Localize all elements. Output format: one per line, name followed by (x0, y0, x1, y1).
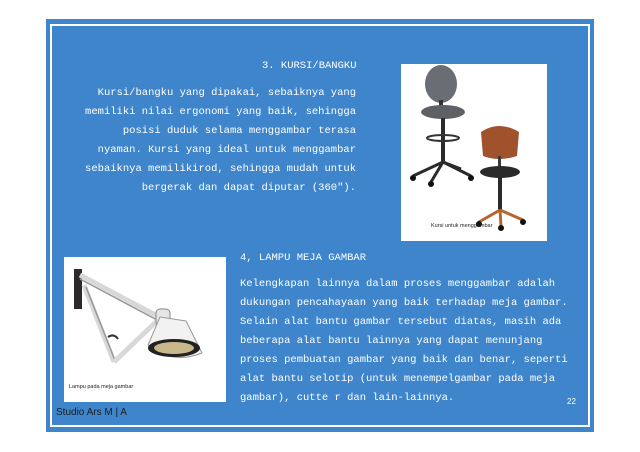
paragraph-line: bergerak dan dapat diputar (360"). (141, 182, 356, 194)
paragraph-line: Kursi/bangku yang dipakai, sebaiknya yang (97, 87, 356, 99)
paragraph-line: dukungan pencahayaan yang baik terhadap meja gambar. (240, 297, 568, 309)
paragraph-line: alat bantu selotip (untuk menempelgambar pada meja (240, 373, 556, 385)
paragraph-line: gambar), cutte r dan lain-lainnya. (240, 392, 455, 404)
lamp-illustration (64, 257, 226, 402)
slide (46, 19, 594, 432)
footer-brand: Studio Ars M | A (56, 407, 127, 418)
lamp-caption: Lampu pada meja gambar (69, 384, 134, 390)
paragraph-line: sebaiknya memilikirod, sehingga mudah untuk (85, 163, 356, 175)
paragraph-lampu (240, 275, 568, 408)
lamp-photo (64, 257, 226, 402)
paragraph-line: posisi duduk selama menggambar terasa (122, 125, 356, 137)
chair-caption: Kursi untuk menggambar (431, 223, 493, 229)
section-heading-kursi: 3. KURSI/BANGKU (262, 60, 357, 72)
paragraph-line: beberapa alat bantu lainnya yang dapat menunjang (240, 335, 543, 347)
paragraph-line: Selain alat bantu gambar tersebut diatas, masih ada (240, 316, 562, 328)
chairs-illustration (401, 64, 547, 241)
paragraph-line: Kelengkapan lainnya dalam proses menggambar adalah (240, 278, 556, 290)
section-heading-lampu: 4, LAMPU MEJA GAMBAR (240, 252, 367, 264)
paragraph-line: nyaman. Kursi yang ideal untuk menggambar (97, 144, 356, 156)
paragraph-line: proses pembuatan gambar yang baik dan benar, seperti (240, 354, 568, 366)
page-number: 22 (567, 397, 576, 406)
paragraph-line: memiliki nilai ergonomi yang baik, sehingga (85, 106, 356, 118)
paragraph-kursi (85, 84, 356, 198)
chair-photo (401, 64, 547, 241)
